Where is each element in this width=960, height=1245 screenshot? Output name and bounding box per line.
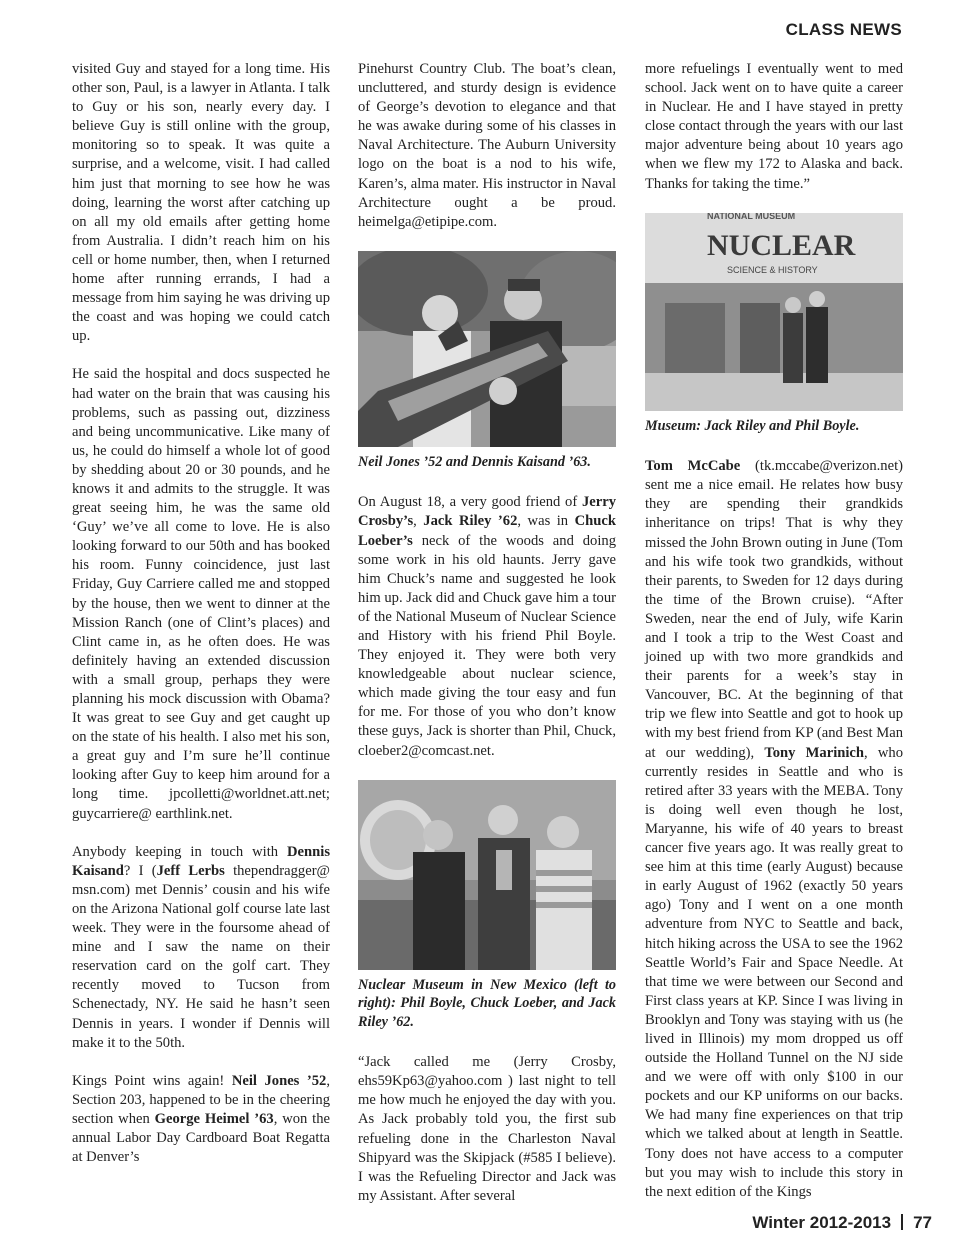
page-number: 77: [913, 1213, 932, 1232]
photo-museum-jack-phil-image: [645, 213, 903, 411]
paragraph: Anybody keeping in touch with Dennis Kaisand? I (Jeff Lerbs thependragger@ msn.com) met Dennis’ cousin and his wife on the Arizona National golf course late last week. They were in the foursome ahead of mine and I saw the name on their reservation card on the golf cart. They recently moved to Tucson from Schenectady, NY. He said he hasn’t seen Dennis in years. I wonder if Dennis will make it to the 50th.: [72, 843, 330, 1051]
section-label: CLASS NEWS: [785, 20, 902, 39]
museum-sign: NUCLEAR: [707, 228, 856, 262]
column-1: [72, 60, 330, 1186]
paragraph: more refuelings I eventually went to med school. Jack went on to have quite a career in Nuclear. He and I have stayed in pretty close contact through the years with our last major adventure being about 10 years ago when we flew my 172 to Alaska and back. Thanks for taking the time.”: [645, 61, 903, 192]
paragraph: Pinehurst Country Club. The boat’s clean, uncluttered, and sturdy design is evidence of George’s devotion to elegance and that he was awake during some of his classes in Naval Architecture. The Auburn University logo on the boat is a nod to his wife, Karen’s, alma mater. His instructor in Naval Architecture ought a be proud. heimelga@etipipe.com.: [358, 61, 616, 230]
paragraph: “Jack called me (Jerry Crosby, ehs59Kp63@yahoo.com ) last night to tell me how much he enjoyed the day with you. As Jack probably told you, the first sub refueling done in the Charleston Naval Shipyard was the Skipjack (#585 I believe). I was the Refueling Director and Jack was my Assistant. After several: [358, 1054, 616, 1204]
footer-divider: [901, 1214, 903, 1230]
photo-neil-dennis: [358, 251, 616, 447]
paragraph: Kings Point wins again! Neil Jones ’52, Section 203, happened to be in the cheering section when George Heimel ’63, won the annual Labor Day Cardboard Boat Regatta at Denver’s: [72, 1072, 330, 1166]
photo-caption: Museum: Jack Riley and Phil Boyle.: [645, 417, 860, 434]
paragraph: Tom McCabe (tk.mccabe@verizon.net) sent me a nice email. He relates how busy they are spending their grandkids inheritance on trips! That is why they missed the John Brown outing in June (Tom and his wife took two grandkids, without their parents, to Sweden for 12 days during the time of the Brown cruise). “After Sweden, near the end of July, wife Karin and I took a trip to the West Coast and joined up with two more grandkids and their parents for a week’s stay in Vancouver, BC. At the beginning of that trip we flew into Seattle and got to hook up with my best friend from KP (and Best Man at our wedding), Tony Marinich, who currently resides in Seattle and who is retired after 33 years with the MEBA. Tony is doing well even though he lost, Maryanne, his wife of 40 years to breast cancer five years ago. It was really great to see him at this time (early August) because in early August of 1962 (exactly 50 years ago) Tony and I went on a one month adventure from NYC to Seattle and back, hitch hiking across the USA to see the 1962 Seattle World’s Fair and Space Needle. At that time we were between our Second and First class years at KP. Since I was living in Brooklyn and Tony was staying with us (he lived in Illinois) my mom dropped us off outside the Holland Tunnel on the NJ side and we were off with only $100 in our pockets and our KP uniforms on our backs. We had many fine experiences on that trip which we talked about at length in Seattle. Tony does not have access to a computer but you may wish to include this story in the next edition of the Kings: [645, 458, 904, 1200]
page-footer: [752, 1213, 932, 1233]
photo-nuclear-museum-group: [358, 780, 616, 970]
column-2: [358, 60, 616, 1225]
paragraph: He said the hospital and docs suspected he had water on the brain that was causing his problems, such as passing out, dizziness and being uncommunicative. Like many of us, he could do himself a whole lot of good by shedding about 20 or 30 pounds, and he knows it and admits to the struggle. It was great seeing him, he was the same old ‘Guy’ we’ve all come to love. He is also looking forward to our 50th and has booked his room. Funny coincidence, just last Friday, Guy Carriere called me and stopped by the house, then we went to dinner at the Mission Ranch (one of Clint’s places) and Clint came in, as he often does. He was definitely having an extended discussion with a small group, perhaps they were planning his mock discussion with Obama? It was great to see Guy and get caught up on the state of his health. I also met his son, a great guy and I’m sure he’ll continue looking after Guy to keep him around for a long time. jpcolletti@worldnet.att.net; guycarriere@ earthlink.net.: [72, 366, 330, 822]
photo-neil-dennis-image: [358, 251, 616, 447]
museum-sign-sub: SCIENCE & HISTORY: [727, 264, 818, 275]
issue-label: Winter 2012-2013: [752, 1213, 892, 1232]
photo-museum-jack-phil: [645, 213, 903, 411]
photo-nuclear-museum-group-image: [358, 780, 616, 970]
paragraph: On August 18, a very good friend of Jerry Crosby’s, Jack Riley ’62, was in Chuck Loeber’s neck of the woods and doing some work in his old haunts. Jerry gave him Chuck’s name and suggested he look him up. Jack did and Chuck gave him a tour of the National Museum of Nuclear Science and History with his friend Phil Boyle. They enjoyed it. They were both very knowledgeable about nuclear science, which made giving the tour easy and fun for me. For those of you who don’t know these guys, Jack is shorter than Phil, Chuck, cloeber2@comcast.net.: [358, 494, 616, 759]
photo-caption: Neil Jones ’52 and Dennis Kaisand ’63.: [358, 453, 591, 470]
column-3: [645, 60, 903, 1221]
paragraph: visited Guy and stayed for a long time. His other son, Paul, is a lawyer in Atlanta. I talk to Guy or his son, nearly every day. I believe Guy is still online with the group, monitoring so to speak. It was quite a surprise, and a welcome, visit. I had called him just that morning to see how he was doing, learning the worst after catching up on all my old emails after getting home from Australia. I didn’t reach him on his cell or home number, then, when I returned home after running errands, I had a message from him saying he was driving up the coast and was hoping we could catch up.: [72, 61, 330, 345]
museum-sign-top: NATIONAL MUSEUM: [707, 212, 796, 221]
photo-caption: Nuclear Museum in New Mexico (left to right): Phil Boyle, Chuck Loeber, and Jack Riley ’62.: [358, 976, 616, 1030]
